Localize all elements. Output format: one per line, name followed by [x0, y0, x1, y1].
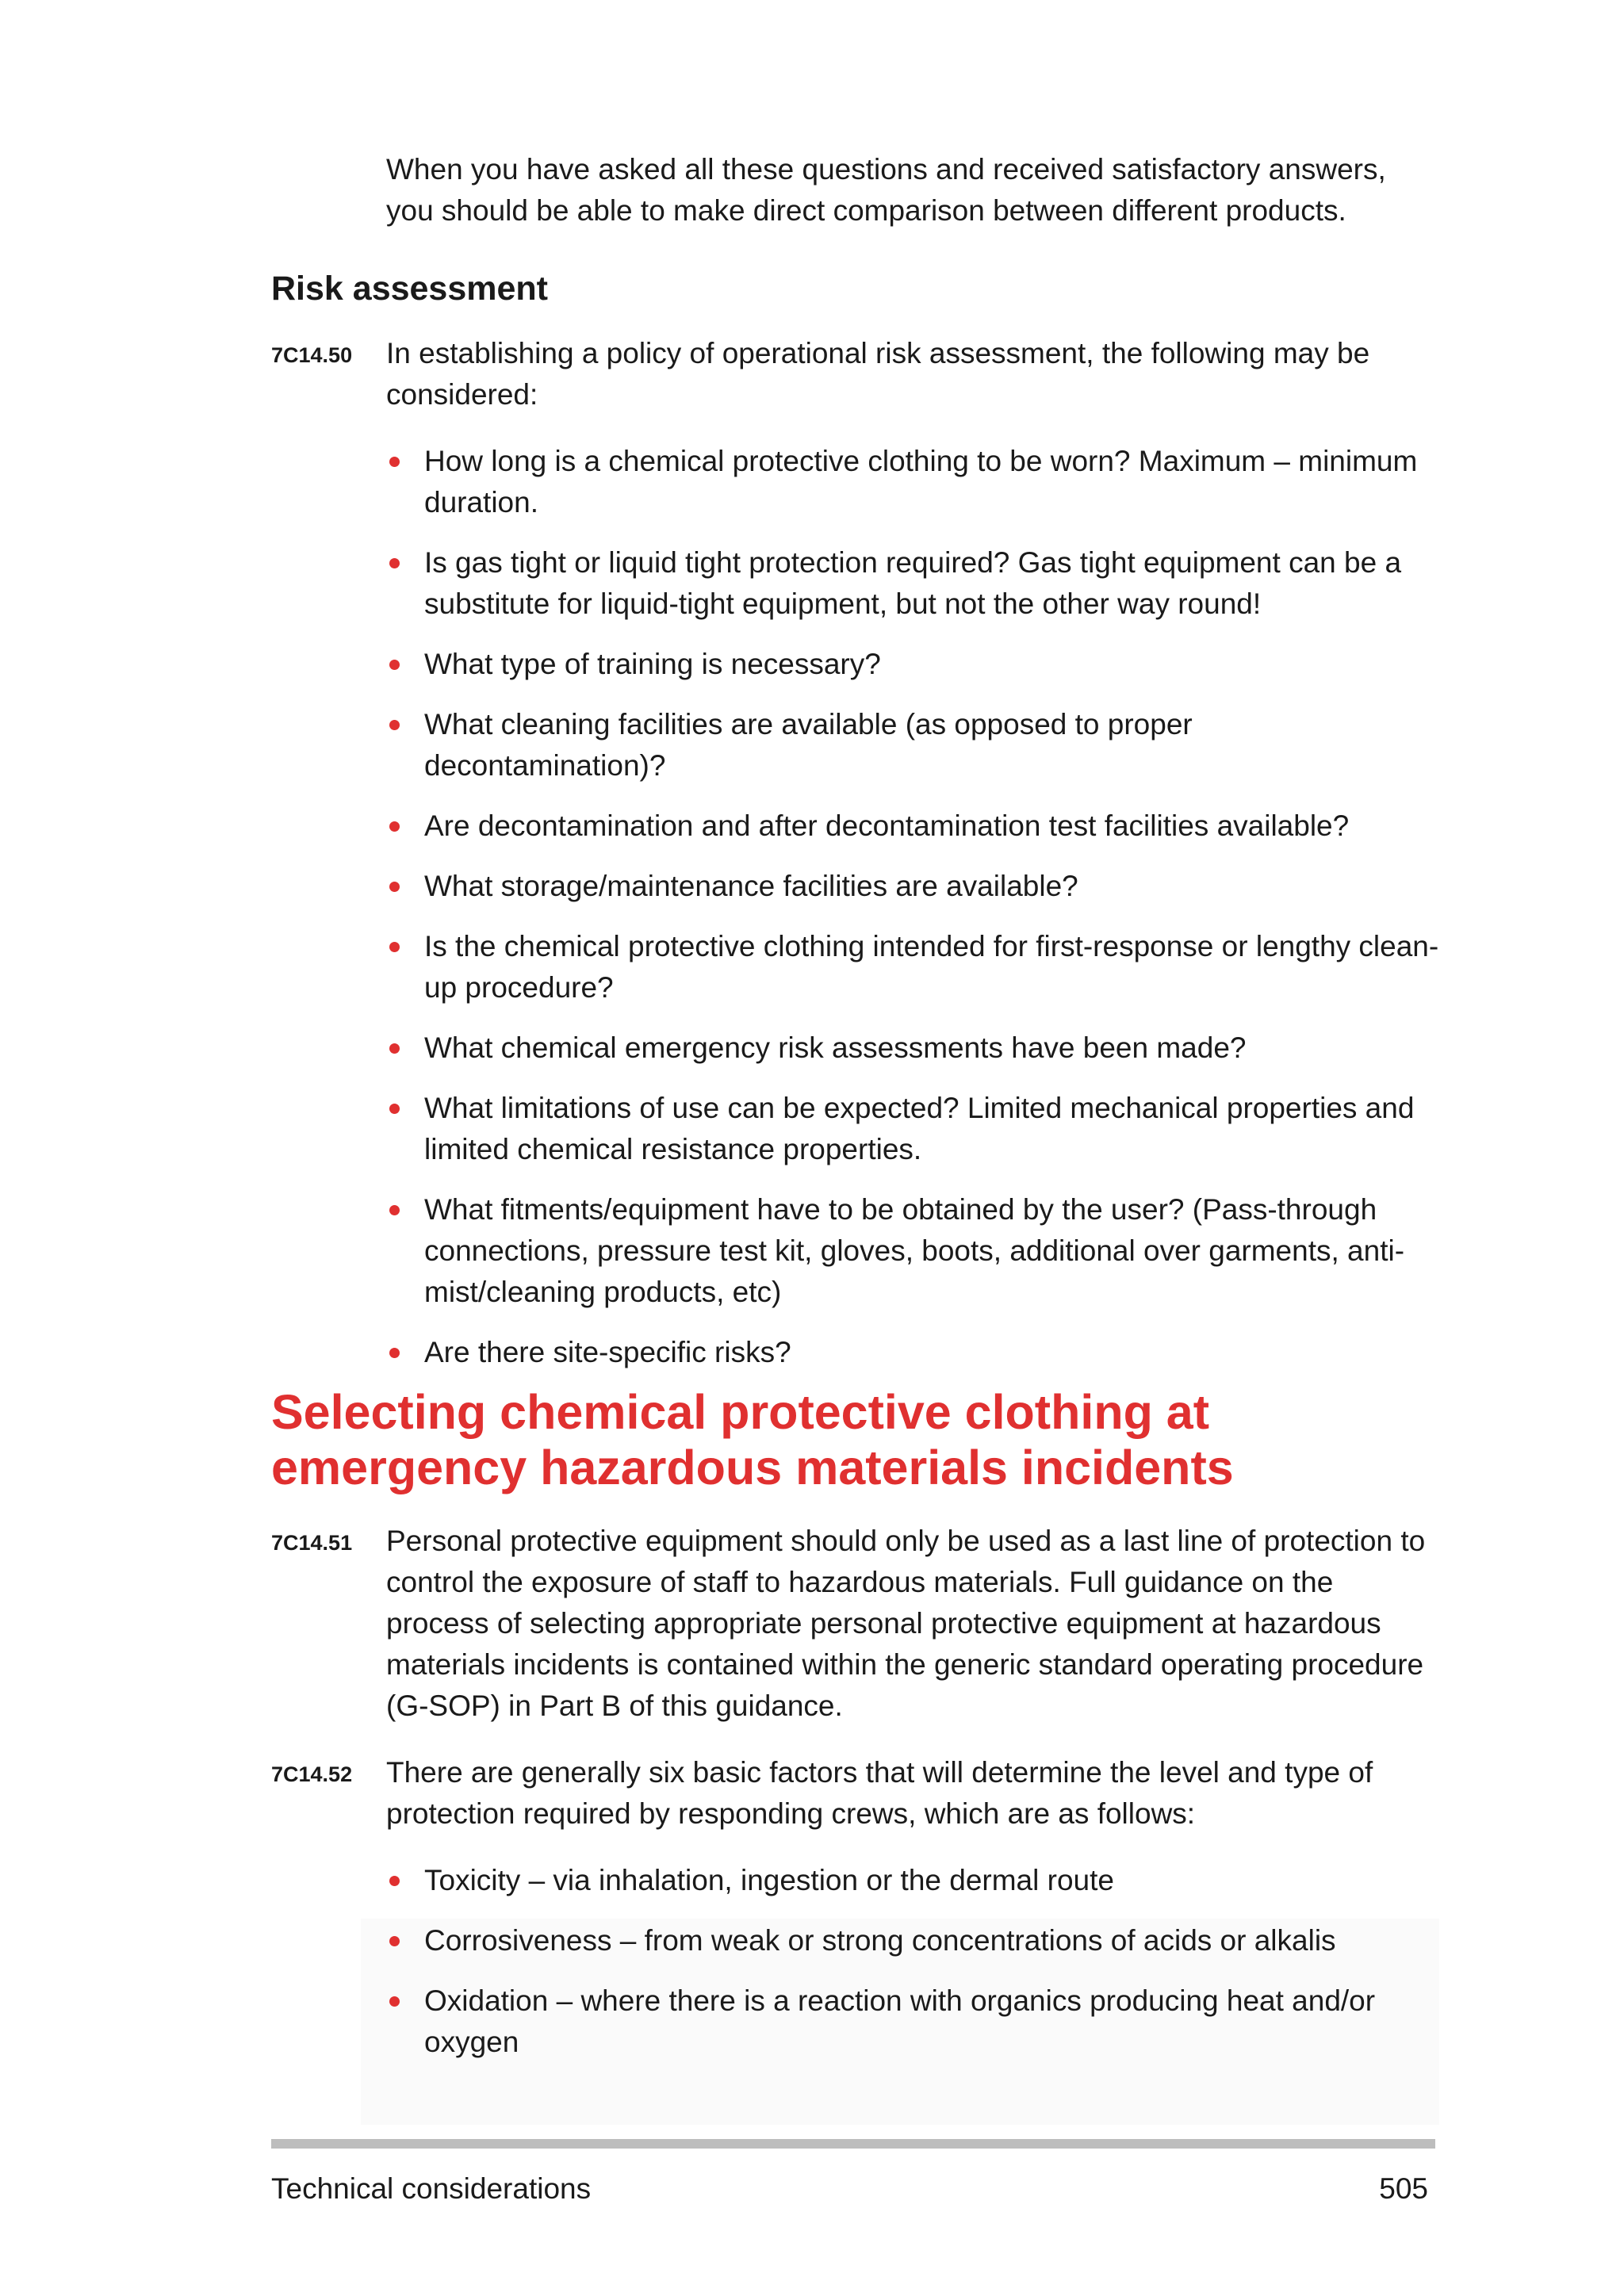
risk-assessment-heading: Risk assessment — [271, 270, 548, 308]
para-7C14-52: There are generally six basic factors that will determine the level and type of protection required by responding crews, which are as follows: — [386, 1756, 1373, 1830]
page-number: 505 — [1379, 2172, 1428, 2205]
bullet-icon — [389, 1876, 400, 1886]
selecting-section-heading: Selecting chemical protective clothing at emergency hazardous materials incidents — [271, 1385, 1234, 1494]
footer-rule — [271, 2139, 1435, 2149]
list-item: What chemical emergency risk assessments have been made? — [386, 1027, 1441, 1069]
bullet-icon — [389, 1936, 400, 1946]
list-item: Are decontamination and after decontamination test facilities available? — [386, 806, 1441, 847]
bullet-icon — [389, 1205, 400, 1215]
bullet-icon — [389, 1043, 400, 1054]
para-7C14-50: In establishing a policy of operational risk assessment, the following may be considered: — [386, 337, 1370, 411]
risk-assessment-bullet-list — [386, 441, 1441, 1392]
bullet-icon — [389, 558, 400, 568]
para-number-7C14-50: 7C14.50 — [271, 343, 353, 367]
list-item: Toxicity – via inhalation, ingestion or the dermal route — [386, 1860, 1441, 1901]
bullet-icon — [389, 660, 400, 670]
list-item: What type of training is necessary? — [386, 644, 1441, 685]
list-item: What cleaning facilities are available (as opposed to proper decontamination)? — [386, 704, 1441, 786]
bullet-icon — [389, 1996, 400, 2007]
para-number-7C14-52: 7C14.52 — [271, 1762, 353, 1786]
footer-section-title: Technical considerations — [271, 2172, 592, 2205]
list-item: What limitations of use can be expected? Limited mechanical properties and limited chemical resistance properties. — [386, 1088, 1441, 1170]
intro-paragraph: When you have asked all these questions and received satisfactory answers, you should be able to make direct comparison between different products. — [386, 153, 1386, 227]
list-item: How long is a chemical protective clothing to be worn? Maximum – minimum duration. — [386, 441, 1441, 523]
list-item: Are there site-specific risks? — [386, 1332, 1441, 1373]
bullet-icon — [389, 821, 400, 832]
list-item: Is the chemical protective clothing intended for first-response or lengthy clean-up procedure? — [386, 926, 1441, 1008]
list-item: What fitments/equipment have to be obtained by the user? (Pass-through connections, pressure test kit, gloves, boots, additional over garments, anti-mist/cleaning products, etc) — [386, 1189, 1441, 1313]
list-item: Corrosiveness – from weak or strong concentrations of acids or alkalis — [386, 1920, 1441, 1961]
protection-factors-bullet-list — [386, 1860, 1441, 2082]
bullet-icon — [389, 1348, 400, 1358]
bullet-icon — [389, 720, 400, 730]
bullet-icon — [389, 1104, 400, 1114]
list-item: Oxidation – where there is a reaction with organics producing heat and/or oxygen — [386, 1980, 1441, 2063]
para-number-7C14-51: 7C14.51 — [271, 1531, 353, 1555]
bullet-icon — [389, 882, 400, 892]
list-item: Is gas tight or liquid tight protection required? Gas tight equipment can be a substitute for liquid-tight equipment, but not the other way round! — [386, 542, 1441, 625]
bullet-icon — [389, 942, 400, 952]
para-7C14-51: Personal protective equipment should only be used as a last line of protection to control the exposure of staff to hazardous materials. Full guidance on the process of selecting appropriate personal protective equipment at hazardous materials incidents is contained within the generic standard operating procedure (G-SOP) in Part B of this guidance. — [386, 1525, 1426, 1722]
bullet-icon — [389, 457, 400, 467]
list-item: What storage/maintenance facilities are available? — [386, 866, 1441, 907]
